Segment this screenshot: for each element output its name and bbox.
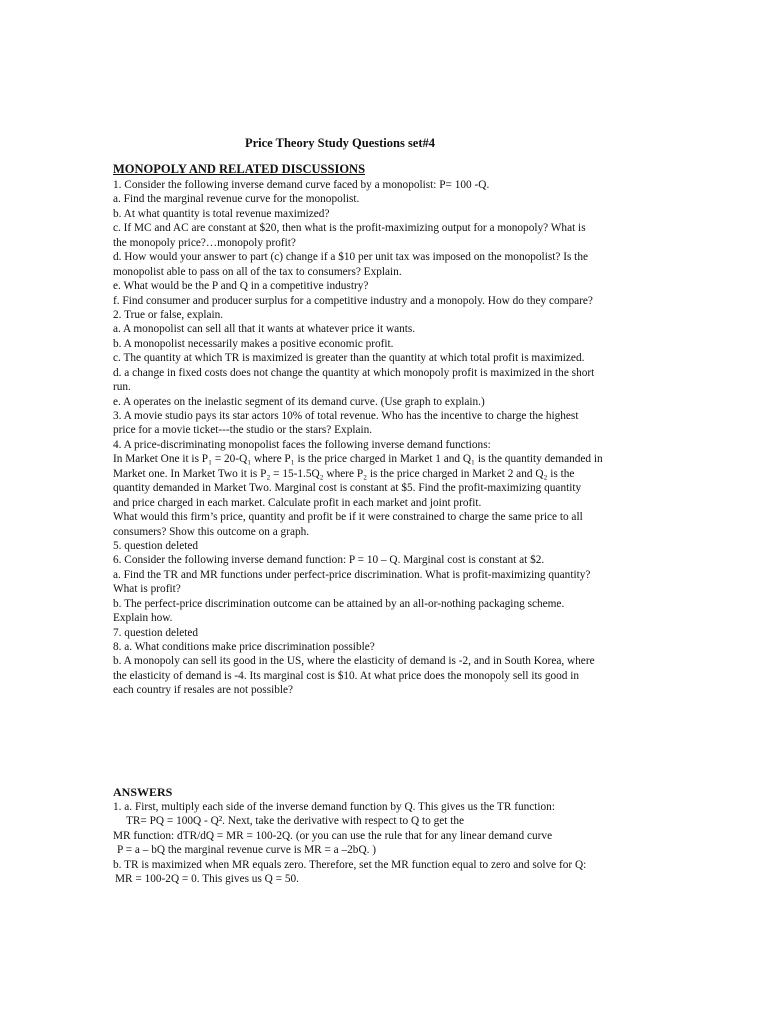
question-line: e. A operates on the inelastic segment of its demand curve. (Use graph to explain.)	[113, 395, 485, 408]
question-line: What is profit?	[113, 583, 181, 596]
question-line: 3. A movie studio pays its star actors 10% of total revenue. Who has the incentive to charge the highest	[113, 410, 579, 422]
question-line: the monopoly price?…monopoly profit?	[113, 236, 296, 249]
page-title: Price Theory Study Questions set#4	[244, 136, 436, 150]
answer-line: P = a – bQ the marginal revenue curve is MR = a –2bQ. )	[117, 844, 377, 857]
question-line: b. The perfect-price discrimination outcome can be attained by an all-or-nothing packaging scheme.	[113, 597, 565, 610]
question-line: c. The quantity at which TR is maximized is greater than the quantity at which total profit is maximized.	[113, 352, 585, 365]
question-line: What would this firm’s price, quantity and profit be if it were constrained to charge the same price to all	[113, 511, 583, 524]
question-line: Explain how.	[113, 612, 173, 625]
question-line: a. A monopolist can sell all that it wants at whatever price it wants.	[113, 323, 416, 336]
question-line: 1. Consider the following inverse demand curve faced by a monopolist: P= 100 -Q.	[113, 179, 490, 191]
answer-line: TR= PQ = 100Q - Q². Next, take the derivative with respect to Q to get the	[126, 815, 465, 828]
section-heading: MONOPOLY AND RELATED DISCUSSIONS	[113, 162, 366, 176]
question-line: a. Find the marginal revenue curve for the monopolist.	[113, 193, 360, 206]
question-line: b. At what quantity is total revenue maximized?	[113, 207, 330, 220]
answer-line: 1. a. First, multiply each side of the inverse demand function by Q. This gives us the TR function:	[113, 801, 555, 813]
question-line: monopolist able to pass on all of the tax to consumers? Explain.	[113, 265, 402, 278]
question-line: 2. True or false, explain.	[113, 308, 224, 321]
question-line: In Market One it is P₁ = 20-Q₁ where P₁ is the price charged in Market 1 and Q₁ is the quantity demanded in	[113, 453, 603, 466]
question-line: f. Find consumer and producer surplus for a competitive industry and a monopoly. How do they compare?	[113, 294, 593, 307]
question-list	[113, 178, 665, 698]
question-line: consumers? Show this outcome on a graph.	[113, 525, 310, 538]
question-line: each country if resales are not possible?	[113, 684, 294, 697]
answer-line: MR = 100-2Q = 0. This gives us Q = 50.	[115, 873, 299, 886]
question-line: quantity demanded in Market Two. Marginal cost is constant at $5. Find the profit-maximizing quantity	[113, 482, 582, 495]
question-line: 8. a. What conditions make price discrimination possible?	[113, 641, 375, 653]
question-line: 6. Consider the following inverse demand function: P = 10 – Q. Marginal cost is constant at $2.	[113, 554, 545, 567]
question-line: Market one. In Market Two it is P₂ = 15-1.5Q₂ where P₂ is the price charged in Market 2 and Q₂ is the	[113, 467, 575, 480]
question-line: d. How would your answer to part (c) change if a $10 per unit tax was imposed on the monopolist? Is the	[113, 251, 588, 264]
question-line: price for a movie ticket---the studio or the stars? Explain.	[113, 424, 373, 437]
question-line: and price charged in each market. Calculate profit in each market and joint profit.	[113, 496, 482, 509]
question-line: run.	[113, 381, 131, 394]
answer-line: b. TR is maximized when MR equals zero. Therefore, set the MR function equal to zero and solve for Q:	[113, 858, 587, 871]
question-line: 7. question deleted	[113, 626, 199, 639]
question-line: d. a change in fixed costs does not change the quantity at which monopoly profit is maximized in the short	[113, 366, 595, 379]
question-line: 5. question deleted	[113, 539, 199, 552]
question-line: e. What would be the P and Q in a competitive industry?	[113, 280, 369, 293]
question-line: c. If MC and AC are constant at $20, then what is the profit-maximizing output for a monopoly? What is	[113, 222, 586, 235]
answer-line: MR function: dTR/dQ = MR = 100-2Q. (or you can use the rule that for any linear demand curve	[113, 829, 553, 842]
answers-heading: ANSWERS	[113, 785, 173, 799]
question-line: the elasticity of demand is -4. Its marginal cost is $10. At what price does the monopoly sell its good in	[113, 669, 580, 682]
question-line: b. A monopolist necessarily makes a positive economic profit.	[113, 337, 394, 350]
question-line: a. Find the TR and MR functions under perfect-price discrimination. What is profit-maximizing quantity?	[113, 568, 591, 581]
question-line: 4. A price-discriminating monopolist faces the following inverse demand functions:	[113, 438, 491, 451]
question-line: b. A monopoly can sell its good in the US, where the elasticity of demand is -2, and in South Korea, where	[113, 655, 595, 668]
answer-list	[113, 800, 665, 887]
